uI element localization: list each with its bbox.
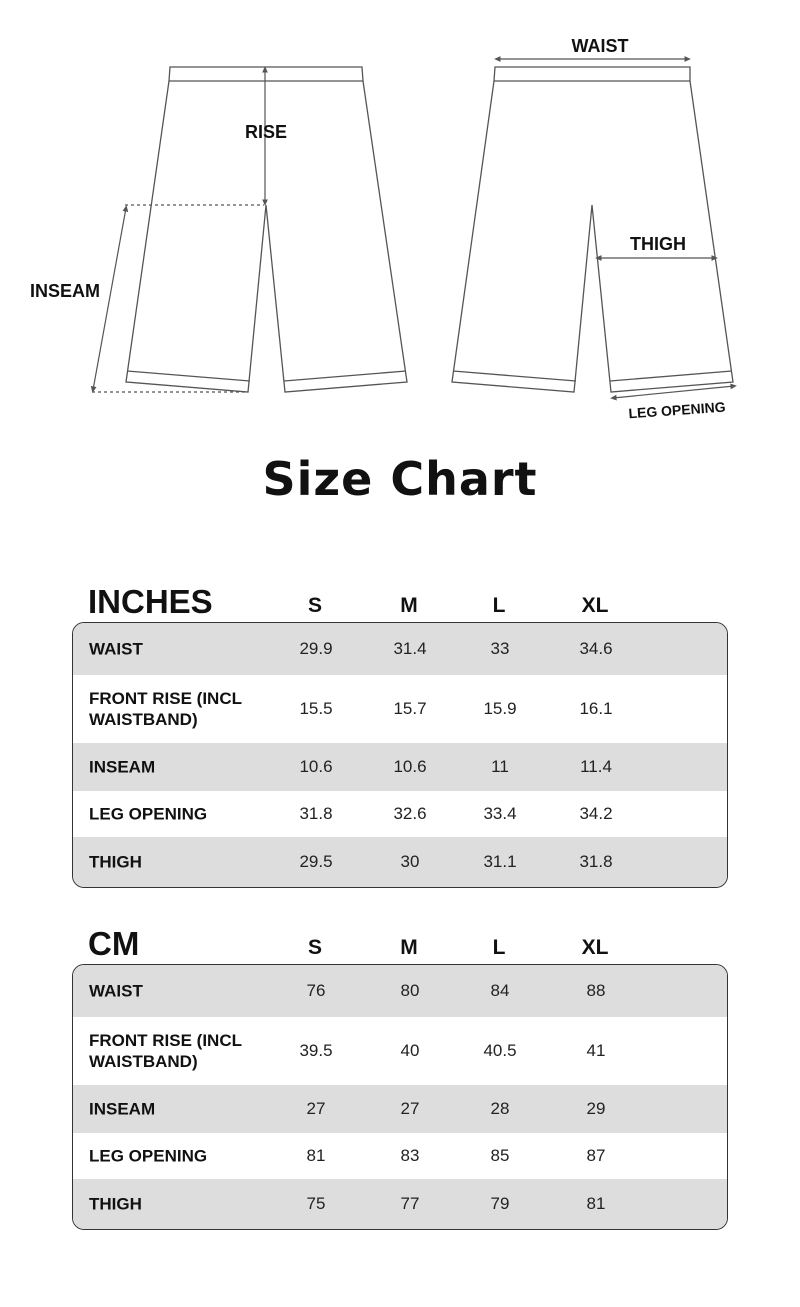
- table-row: [73, 1085, 727, 1133]
- table-body: [72, 622, 728, 888]
- thigh-label: THIGH: [630, 234, 686, 254]
- size-header-m: M: [400, 594, 418, 617]
- rise-label: RISE: [244, 122, 288, 142]
- table-row: [73, 1017, 727, 1085]
- row-label: THIGH: [89, 1194, 142, 1214]
- table-cell: 75: [306, 1194, 326, 1213]
- table-cell: 31.1: [483, 852, 517, 871]
- table-cell: 31.4: [393, 639, 427, 658]
- table-cell: 40.5: [483, 1041, 517, 1060]
- table-cell: 77: [400, 1194, 420, 1213]
- table-cell: 11: [491, 757, 509, 776]
- leg-opening-label: LEG OPENING: [627, 398, 727, 422]
- size-header-l: L: [492, 936, 506, 959]
- table-row: [73, 1133, 727, 1179]
- table-row: [73, 837, 727, 887]
- table-row: [73, 965, 727, 1017]
- table-cell: 81: [306, 1146, 326, 1165]
- page-title: Size Chart: [262, 452, 538, 506]
- inseam-label: INSEAM: [29, 281, 101, 301]
- table-header: [72, 924, 728, 964]
- table-cell: 15.7: [393, 699, 427, 718]
- table-cell: 27: [306, 1099, 326, 1118]
- row-label: FRONT RISE (INCL WAISTBAND): [89, 689, 242, 729]
- shorts-back-view: [452, 67, 733, 392]
- row-label: WAIST: [89, 981, 143, 1001]
- inseam-measure-line: [92, 205, 264, 392]
- size-header-xl: XL: [581, 594, 609, 617]
- table-cell: 30: [400, 852, 420, 871]
- table-cell: 85: [490, 1146, 510, 1165]
- table-cell: 28: [490, 1099, 510, 1118]
- unit-label: INCHES: [88, 583, 213, 620]
- table-cell: 34.6: [579, 639, 613, 658]
- table-cell: 31.8: [579, 852, 613, 871]
- table-cell: 33: [490, 639, 510, 658]
- table-cell: 39.5: [299, 1041, 333, 1060]
- table-cell: 32.6: [393, 804, 427, 823]
- size-table-inches: [72, 582, 728, 888]
- table-cell: 88: [586, 981, 606, 1000]
- size-header-xl: XL: [581, 936, 609, 959]
- table-row: [73, 791, 727, 837]
- table-cell: 84: [490, 981, 510, 1000]
- table-cell: 34.2: [579, 804, 613, 823]
- table-cell: 31.8: [299, 804, 333, 823]
- table-cell: 29.5: [299, 852, 333, 871]
- table-cell: 10.6: [299, 757, 333, 776]
- table-body: [72, 964, 728, 1230]
- table-cell: 33.4: [483, 804, 517, 823]
- table-cell: 41: [586, 1041, 606, 1060]
- row-label: INSEAM: [89, 1099, 156, 1119]
- size-header-s: S: [307, 594, 322, 617]
- table-cell: 79: [490, 1194, 510, 1213]
- row-label: LEG OPENING: [89, 804, 208, 824]
- table-cell: 83: [400, 1146, 420, 1165]
- leg-opening-measure-line: [613, 386, 734, 398]
- table-cell: 15.5: [299, 699, 333, 718]
- table-cell: 40: [400, 1041, 420, 1060]
- size-header-m: M: [400, 936, 418, 959]
- table-row: [73, 675, 727, 743]
- unit-label: CM: [88, 925, 140, 962]
- row-label: THIGH: [89, 852, 142, 872]
- shorts-front-view: [126, 67, 407, 392]
- row-label: LEG OPENING: [89, 1146, 208, 1166]
- table-cell: 10.6: [393, 757, 427, 776]
- row-label: INSEAM: [89, 757, 156, 777]
- shorts-measurement-diagram: [0, 0, 800, 440]
- table-header: [72, 582, 728, 622]
- row-label: FRONT RISE (INCL WAISTBAND): [89, 1031, 242, 1071]
- row-label: WAIST: [89, 639, 143, 659]
- table-cell: 27: [400, 1099, 420, 1118]
- size-table-cm: [72, 924, 728, 1230]
- table-cell: 29: [586, 1099, 606, 1118]
- table-cell: 15.9: [483, 699, 517, 718]
- table-row: [73, 623, 727, 675]
- table-cell: 80: [400, 981, 420, 1000]
- table-row: [73, 743, 727, 791]
- table-row: [73, 1179, 727, 1229]
- waist-label: WAIST: [571, 36, 629, 56]
- table-cell: 81: [586, 1194, 606, 1213]
- table-cell: 76: [306, 981, 326, 1000]
- size-header-l: L: [492, 594, 506, 617]
- table-cell: 16.1: [579, 699, 613, 718]
- size-header-s: S: [307, 936, 322, 959]
- table-cell: 87: [586, 1146, 606, 1165]
- table-cell: 29.9: [299, 639, 333, 658]
- table-cell: 11.4: [580, 757, 612, 776]
